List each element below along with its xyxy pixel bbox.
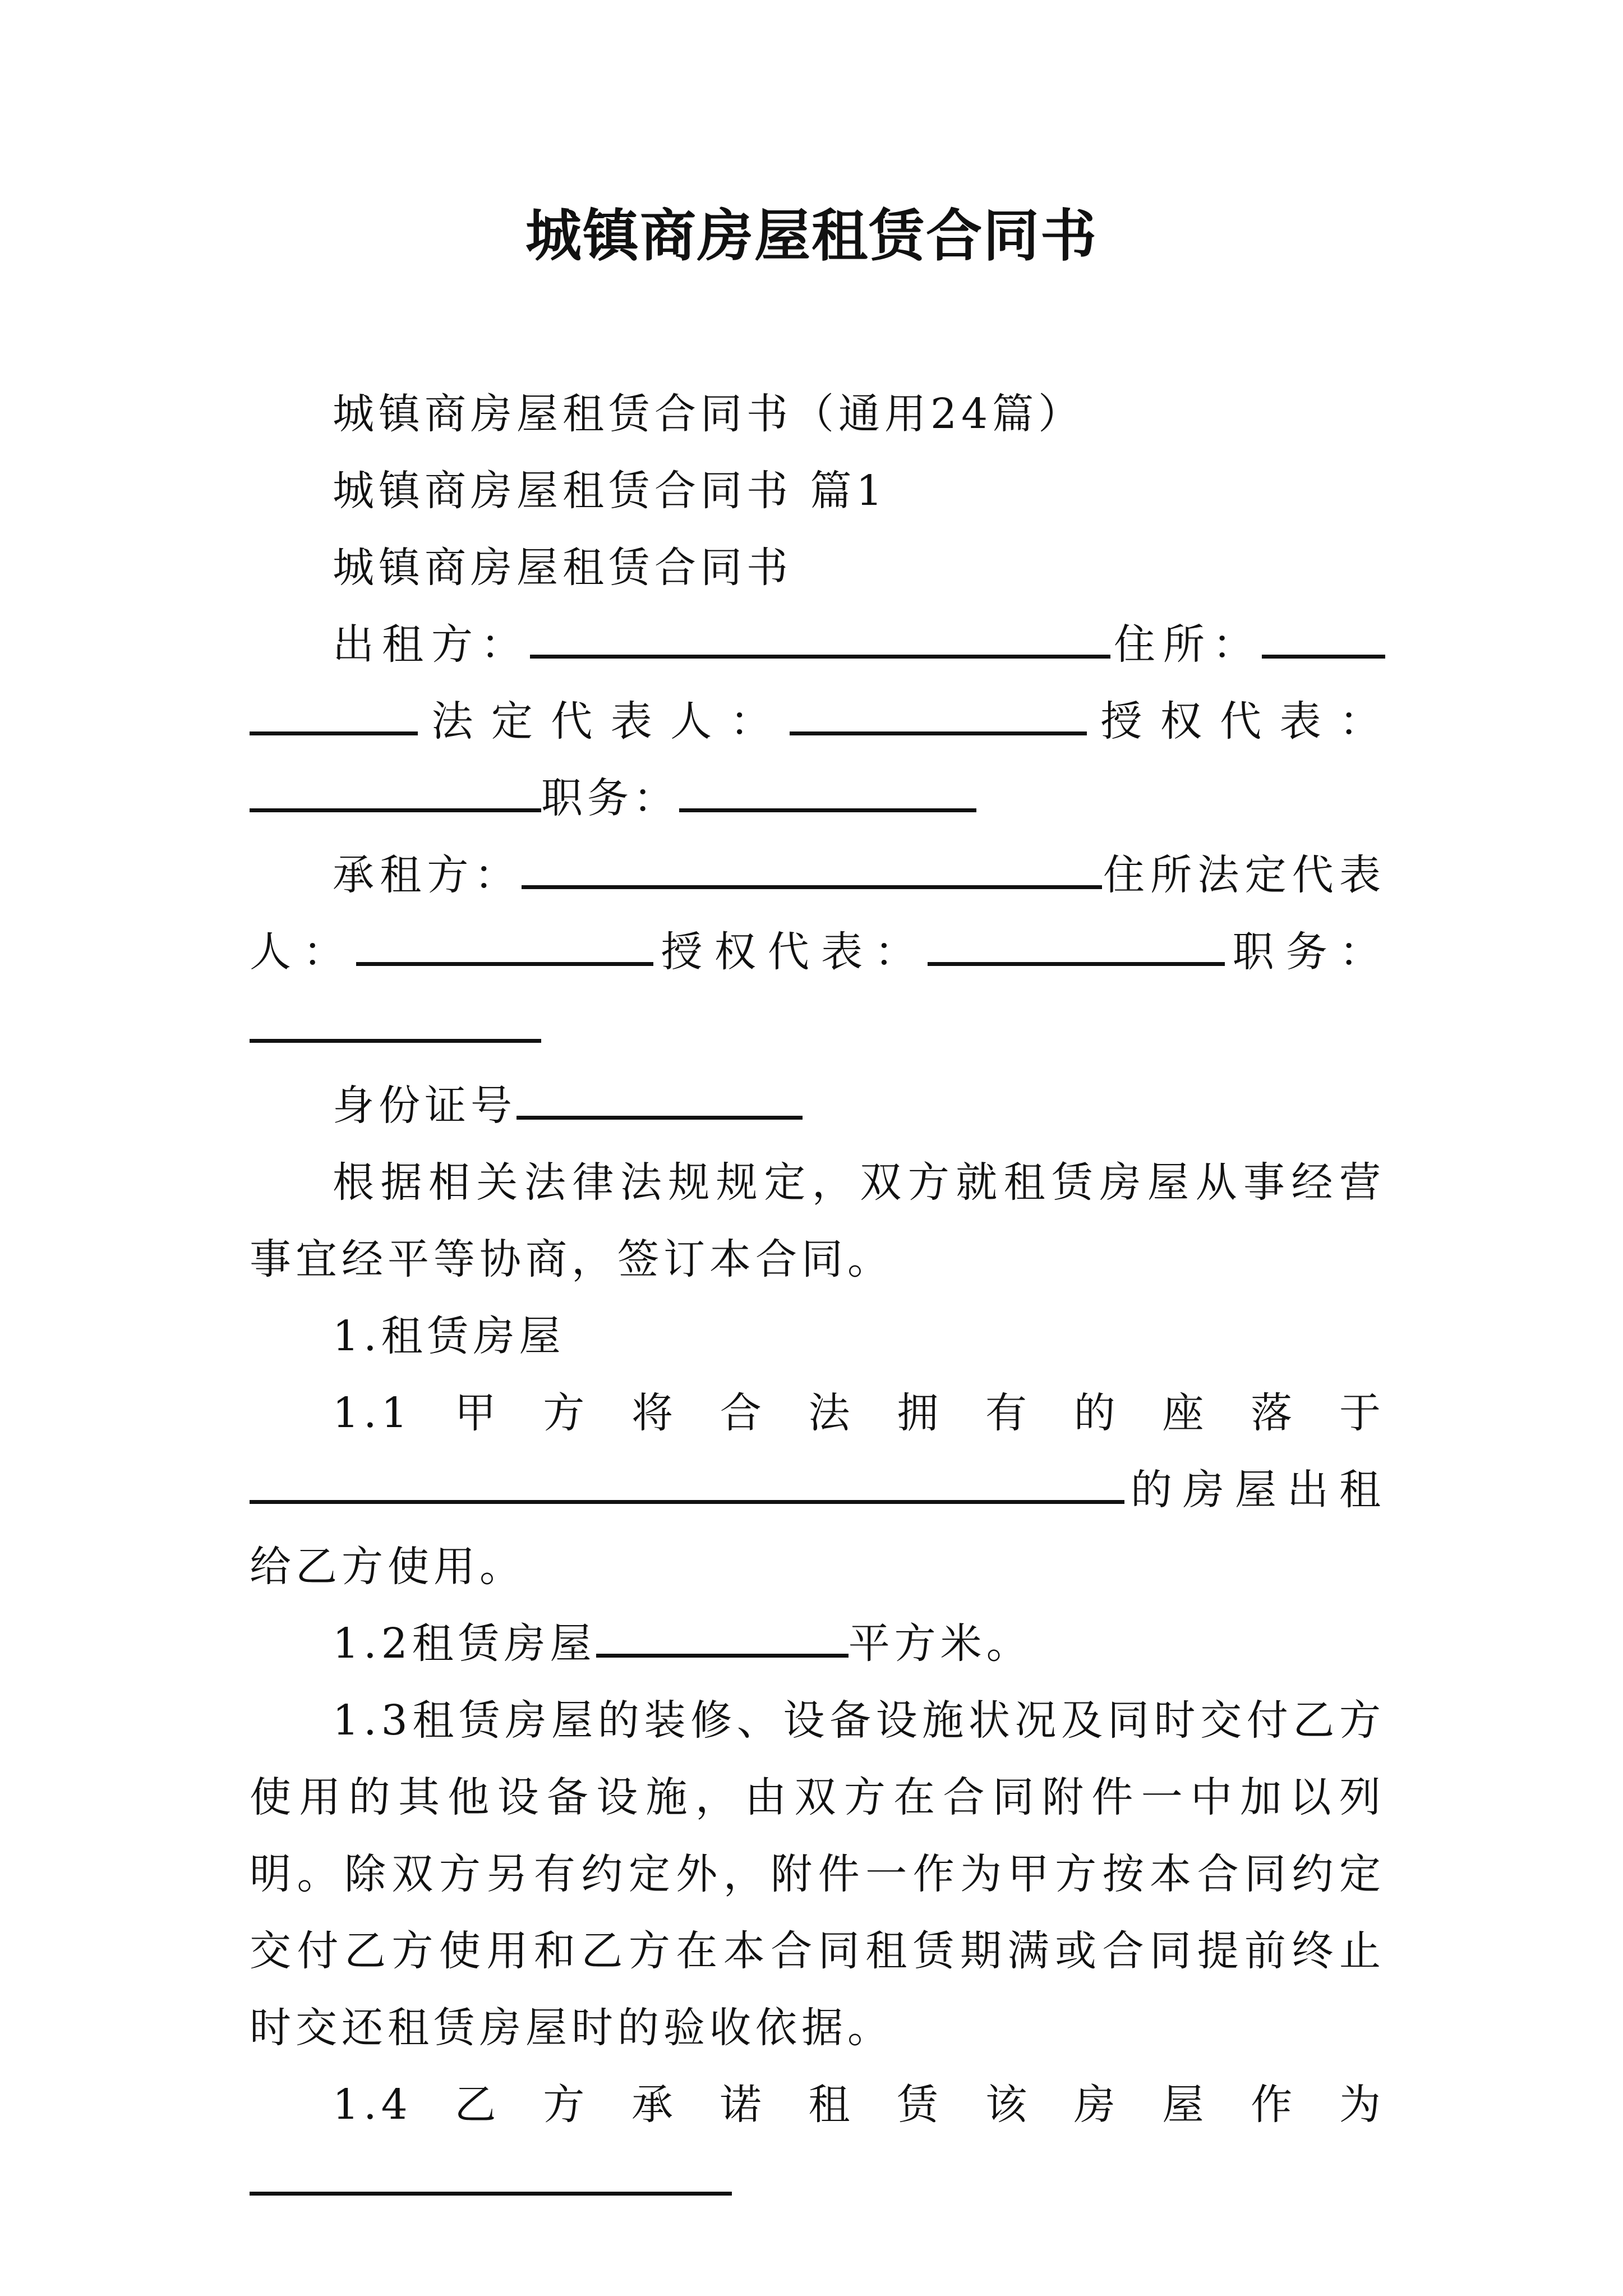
lessor-address-blank-2 (250, 698, 418, 735)
paragraph-clause-1-4 (250, 2067, 1385, 2220)
clause-1-4-blank (250, 2159, 732, 2196)
paragraph-lessee-info (250, 837, 1385, 1068)
lessee-legal-rep-blank (356, 929, 653, 966)
clause-1-2-text-b: 平方米。 (848, 1619, 1032, 1668)
lessee-auth-rep-blank (928, 929, 1225, 966)
paragraph-lessor-info (250, 606, 1385, 837)
paragraph-clause-1-heading: 1.租赁房屋 (333, 1312, 565, 1360)
document-body (250, 376, 1385, 2220)
paragraph-clause-1-2 (250, 1605, 1385, 1682)
clause-1-4-text: 1.4乙方承诺租赁该房屋作为 (333, 2081, 1385, 2129)
lessor-position-label: 职务： (541, 774, 679, 822)
clause-1-1-blank-2 (732, 1467, 1124, 1504)
lessee-position-label: 职务： (1225, 928, 1386, 976)
clause-1-2-blank (596, 1621, 849, 1658)
clause-1-1-text-b: 的房屋出租给乙方使用。 (250, 1466, 1385, 1591)
paragraph-clause-1-3: 1.3租赁房屋的装修、设备设施状况及同时交付乙方使用的其他设备设施，由双方在合同附件一中加以列明。除双方另有约定外，附件一作为甲方按本合同约定交付乙方使用和乙方在本合同租赁期满或合同提前终止时交还租赁房屋时的验收依据。 (250, 1696, 1385, 2052)
clause-1-2-text-a: 1.2租赁房屋 (333, 1619, 596, 1668)
lessee-position-blank-1 (250, 1006, 373, 1043)
clause-1-1-text-a: 1.1甲方将合法拥有的座落于 (333, 1389, 1385, 1437)
id-number-label: 身份证号 (333, 1082, 517, 1130)
lessee-blank (522, 852, 1102, 889)
paragraph-clause-1-1 (250, 1375, 1385, 1605)
lessor-address-blank-1 (1262, 622, 1385, 659)
paragraph-section-heading: 城镇商房屋租赁合同书 篇1 (333, 467, 887, 515)
lessor-blank (530, 622, 1110, 659)
lessee-position-blank-2 (373, 1006, 541, 1043)
paragraph-preamble: 根据相关法律法规规定，双方就租赁房屋从事经营事宜经平等协商，签订本合同。 (250, 1158, 1385, 1283)
lessee-label: 承租方： (333, 851, 522, 899)
clause-1-1-blank-1 (250, 1467, 732, 1504)
lessor-auth-rep-blank-2 (418, 775, 541, 812)
lessor-address-label: 住所： (1110, 620, 1262, 669)
lessor-label: 出租方： (333, 620, 530, 669)
lessor-legal-rep-blank (790, 698, 1087, 735)
paragraph-id-number (250, 1068, 1385, 1144)
lessor-legal-rep-label: 法定代表人： (418, 697, 790, 746)
paragraph-contract-name: 城镇商房屋租赁合同书 (333, 544, 792, 592)
document-title: 城镇商房屋租赁合同书 (525, 203, 1098, 269)
paragraph-subtitle: 城镇商房屋租赁合同书（通用24篇） (333, 390, 1085, 438)
lessee-auth-rep-label: 授权代表： (653, 928, 928, 976)
lessee-address-legal-rep-label: 住所法定代表人： (250, 851, 1386, 976)
lessor-position-blank (679, 775, 976, 812)
lessor-auth-rep-blank-1 (250, 775, 418, 812)
id-number-blank (517, 1083, 803, 1120)
lessor-auth-rep-label: 授权代表： (1086, 697, 1386, 746)
